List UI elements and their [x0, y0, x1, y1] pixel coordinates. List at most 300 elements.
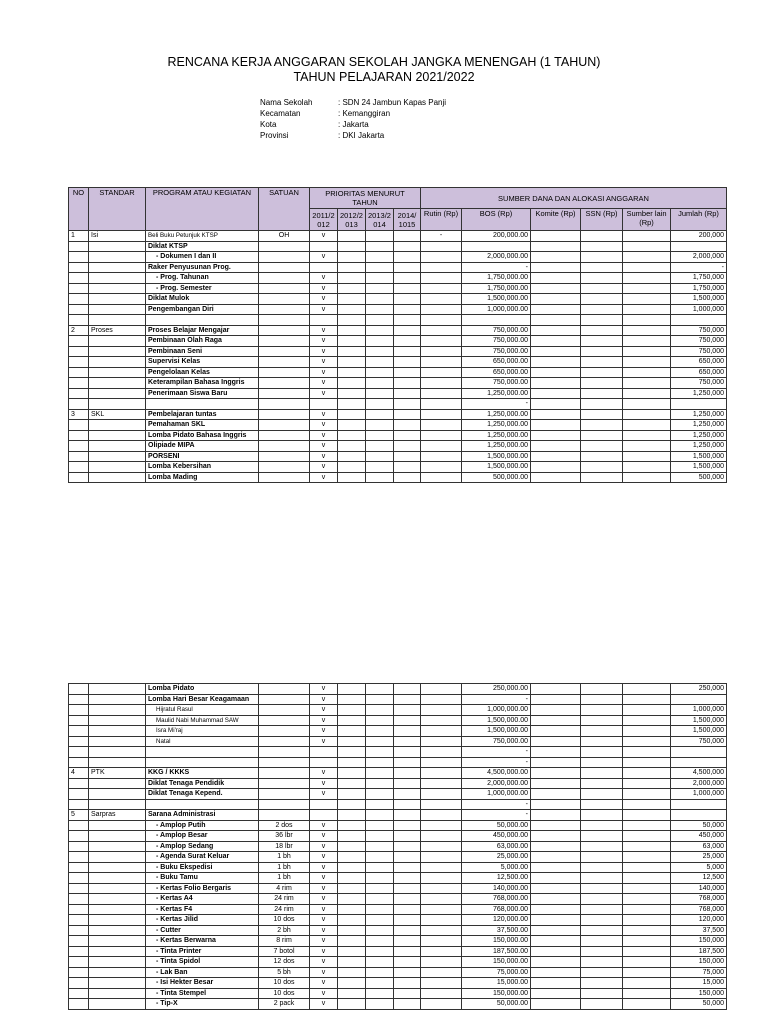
row-jumlah: 500,000 — [671, 472, 727, 483]
row-standar — [89, 294, 146, 305]
row-priority: v — [310, 957, 338, 968]
row-priority — [394, 757, 421, 768]
row-priority — [366, 420, 394, 431]
row-jumlah: 150,000 — [671, 988, 727, 999]
row-priority — [366, 810, 394, 821]
row-program: - Isi Hekter Besar — [146, 978, 259, 989]
table-row — [69, 378, 727, 389]
row-priority — [366, 357, 394, 368]
row-priority — [366, 273, 394, 284]
row-rutin — [421, 705, 462, 716]
row-priority — [366, 378, 394, 389]
row-satuan: 2 pack — [259, 999, 310, 1010]
row-priority — [394, 894, 421, 905]
row-komite — [531, 273, 581, 284]
row-jumlah: 650,000 — [671, 357, 727, 368]
row-priority — [338, 273, 366, 284]
fund-header: Rutin (Rp) — [421, 209, 462, 231]
row-no — [69, 705, 89, 716]
row-jumlah: 1,500,000 — [671, 726, 727, 737]
row-jumlah: 1,250,000 — [671, 430, 727, 441]
row-sumber-lain — [623, 388, 671, 399]
row-komite — [531, 894, 581, 905]
row-priority — [394, 925, 421, 936]
fund-header: Jumlah (Rp) — [671, 209, 727, 231]
row-jumlah: 15,000 — [671, 978, 727, 989]
row-standar — [89, 831, 146, 842]
row-sumber-lain — [623, 810, 671, 821]
row-priority — [310, 747, 338, 758]
row-bos: 1,250,000.00 — [462, 441, 531, 452]
table-row — [69, 462, 727, 473]
row-bos: 250,000.00 — [462, 684, 531, 695]
row-sumber-lain — [623, 820, 671, 831]
row-rutin — [421, 694, 462, 705]
row-ssn — [581, 925, 623, 936]
row-ssn — [581, 757, 623, 768]
row-priority — [338, 325, 366, 336]
row-priority — [394, 262, 421, 273]
row-priority: v — [310, 999, 338, 1010]
row-priority — [394, 999, 421, 1010]
row-priority — [338, 831, 366, 842]
row-jumlah: 75,000 — [671, 967, 727, 978]
row-program: Pembinaan Seni — [146, 346, 259, 357]
row-bos: 768,000.00 — [462, 904, 531, 915]
row-program: Pengelolaan Kelas — [146, 367, 259, 378]
row-standar — [89, 399, 146, 410]
row-priority — [338, 294, 366, 305]
row-ssn — [581, 346, 623, 357]
row-priority — [366, 799, 394, 810]
row-rutin — [421, 294, 462, 305]
row-satuan: OH — [259, 231, 310, 242]
row-priority: v — [310, 925, 338, 936]
row-program: Isra Mi'raj — [146, 726, 259, 737]
row-komite — [531, 462, 581, 473]
row-program: Maulid Nabi Muhammad SAW — [146, 715, 259, 726]
row-bos — [462, 241, 531, 252]
row-standar — [89, 262, 146, 273]
row-priority — [394, 810, 421, 821]
row-priority — [394, 378, 421, 389]
row-sumber-lain — [623, 430, 671, 441]
row-sumber-lain — [623, 999, 671, 1010]
row-rutin — [421, 273, 462, 284]
table-row — [69, 810, 727, 821]
info-value: : Kemanggiran — [338, 109, 391, 118]
row-no: 5 — [69, 810, 89, 821]
row-priority — [338, 388, 366, 399]
row-priority — [338, 357, 366, 368]
row-standar — [89, 936, 146, 947]
row-program: KKG / KKKS — [146, 768, 259, 779]
row-priority: v — [310, 294, 338, 305]
row-no — [69, 831, 89, 842]
table-row — [69, 241, 727, 252]
row-priority — [310, 241, 338, 252]
row-jumlah: 1,000,000 — [671, 789, 727, 800]
row-sumber-lain — [623, 304, 671, 315]
row-ssn — [581, 726, 623, 737]
row-priority — [394, 430, 421, 441]
row-program: Lomba Pidato — [146, 684, 259, 695]
row-no — [69, 904, 89, 915]
row-priority — [366, 999, 394, 1010]
row-program: - Kertas Berwarna — [146, 936, 259, 947]
row-priority: v — [310, 831, 338, 842]
row-ssn — [581, 694, 623, 705]
row-ssn — [581, 789, 623, 800]
row-satuan: 4 rim — [259, 883, 310, 894]
row-ssn — [581, 441, 623, 452]
row-priority — [366, 831, 394, 842]
row-priority — [366, 684, 394, 695]
table-row — [69, 399, 727, 410]
row-no — [69, 241, 89, 252]
row-standar — [89, 346, 146, 357]
row-satuan — [259, 367, 310, 378]
row-komite — [531, 684, 581, 695]
row-priority — [394, 936, 421, 947]
row-sumber-lain — [623, 336, 671, 347]
row-program — [146, 315, 259, 326]
document-subtitle: TAHUN PELAJARAN 2021/2022 — [293, 70, 475, 84]
row-jumlah: 187,500 — [671, 946, 727, 957]
row-rutin — [421, 336, 462, 347]
row-standar — [89, 388, 146, 399]
row-bos: - — [462, 747, 531, 758]
row-priority — [338, 904, 366, 915]
row-priority: v — [310, 367, 338, 378]
row-satuan: 24 rim — [259, 894, 310, 905]
row-ssn — [581, 315, 623, 326]
row-program: Sarana Administrasi — [146, 810, 259, 821]
row-priority: v — [310, 472, 338, 483]
table-row — [69, 967, 727, 978]
row-priority — [338, 252, 366, 263]
row-jumlah: 50,000 — [671, 999, 727, 1010]
info-row — [260, 97, 446, 108]
row-priority: v — [310, 862, 338, 873]
row-priority — [338, 336, 366, 347]
row-sumber-lain — [623, 946, 671, 957]
row-rutin — [421, 883, 462, 894]
row-no — [69, 852, 89, 863]
row-ssn — [581, 988, 623, 999]
row-ssn — [581, 715, 623, 726]
row-satuan — [259, 420, 310, 431]
row-satuan — [259, 451, 310, 462]
row-sumber-lain — [623, 315, 671, 326]
row-no — [69, 472, 89, 483]
row-priority — [338, 883, 366, 894]
row-jumlah — [671, 799, 727, 810]
row-sumber-lain — [623, 757, 671, 768]
row-standar — [89, 315, 146, 326]
row-jumlah: 750,000 — [671, 736, 727, 747]
row-komite — [531, 967, 581, 978]
row-priority — [338, 810, 366, 821]
row-priority — [366, 430, 394, 441]
row-priority: v — [310, 967, 338, 978]
row-jumlah — [671, 399, 727, 410]
row-sumber-lain — [623, 294, 671, 305]
row-priority: v — [310, 873, 338, 884]
table-row — [69, 357, 727, 368]
row-priority — [394, 726, 421, 737]
row-jumlah: 1,000,000 — [671, 705, 727, 716]
row-no — [69, 262, 89, 273]
row-bos: 650,000.00 — [462, 357, 531, 368]
row-komite — [531, 925, 581, 936]
table-row — [69, 367, 727, 378]
year-header: 2011/2012 — [310, 209, 338, 231]
table-row — [69, 315, 727, 326]
row-rutin — [421, 852, 462, 863]
row-sumber-lain — [623, 357, 671, 368]
row-no — [69, 346, 89, 357]
row-jumlah: 63,000 — [671, 841, 727, 852]
row-priority — [338, 862, 366, 873]
row-komite — [531, 831, 581, 842]
row-priority — [338, 799, 366, 810]
row-jumlah: 140,000 — [671, 883, 727, 894]
row-ssn — [581, 283, 623, 294]
row-komite — [531, 820, 581, 831]
row-priority — [394, 367, 421, 378]
row-sumber-lain — [623, 241, 671, 252]
row-no — [69, 747, 89, 758]
row-rutin — [421, 936, 462, 947]
row-program: - Agenda Surat Keluar — [146, 852, 259, 863]
row-priority: v — [310, 778, 338, 789]
row-jumlah: 150,000 — [671, 936, 727, 947]
row-rutin — [421, 726, 462, 737]
row-komite — [531, 799, 581, 810]
row-program: Lomba Mading — [146, 472, 259, 483]
row-satuan — [259, 684, 310, 695]
row-jumlah: 150,000 — [671, 957, 727, 968]
row-rutin — [421, 388, 462, 399]
row-satuan: 24 rim — [259, 904, 310, 915]
row-priority — [366, 736, 394, 747]
table-row — [69, 694, 727, 705]
info-value: : Jakarta — [338, 120, 369, 129]
row-sumber-lain — [623, 705, 671, 716]
row-jumlah: 5,000 — [671, 862, 727, 873]
row-ssn — [581, 978, 623, 989]
row-jumlah: 2,000,000 — [671, 778, 727, 789]
row-komite — [531, 936, 581, 947]
table-row — [69, 768, 727, 779]
row-jumlah: 750,000 — [671, 346, 727, 357]
row-rutin — [421, 799, 462, 810]
table-row — [69, 946, 727, 957]
row-priority — [394, 304, 421, 315]
row-sumber-lain — [623, 420, 671, 431]
row-priority — [366, 841, 394, 852]
row-program: - Prog. Semester — [146, 283, 259, 294]
row-priority: v — [310, 304, 338, 315]
row-ssn — [581, 841, 623, 852]
row-priority — [394, 420, 421, 431]
row-priority — [394, 388, 421, 399]
row-priority — [394, 799, 421, 810]
row-sumber-lain — [623, 925, 671, 936]
year-header: 2014/1015 — [394, 209, 421, 231]
row-priority — [366, 946, 394, 957]
row-sumber-lain — [623, 472, 671, 483]
row-rutin — [421, 262, 462, 273]
row-program: - Dokumen I dan II — [146, 252, 259, 263]
row-priority — [394, 462, 421, 473]
row-priority — [366, 283, 394, 294]
row-satuan: 36 lbr — [259, 831, 310, 842]
row-bos: 1,500,000.00 — [462, 294, 531, 305]
row-program: - Buku Tamu — [146, 873, 259, 884]
row-sumber-lain — [623, 715, 671, 726]
row-program: Penerimaan Siswa Baru — [146, 388, 259, 399]
row-program: - Prog. Tahunan — [146, 273, 259, 284]
row-jumlah: 1,500,000 — [671, 462, 727, 473]
table-row — [69, 789, 727, 800]
row-satuan — [259, 294, 310, 305]
row-ssn — [581, 304, 623, 315]
row-no — [69, 820, 89, 831]
budget-table-bottom — [68, 683, 727, 1010]
row-bos: 450,000.00 — [462, 831, 531, 842]
row-program: Keterampilan Bahasa Inggris — [146, 378, 259, 389]
row-bos: 150,000.00 — [462, 936, 531, 947]
info-value: : DKI Jakarta — [338, 131, 385, 140]
row-komite — [531, 399, 581, 410]
row-priority — [366, 409, 394, 420]
row-sumber-lain — [623, 367, 671, 378]
table-row — [69, 726, 727, 737]
row-ssn — [581, 462, 623, 473]
row-ssn — [581, 388, 623, 399]
row-priority: v — [310, 978, 338, 989]
row-komite — [531, 810, 581, 821]
row-ssn — [581, 852, 623, 863]
row-standar — [89, 967, 146, 978]
row-rutin — [421, 841, 462, 852]
row-bos: - — [462, 757, 531, 768]
row-program: Pembinaan Olah Raga — [146, 336, 259, 347]
row-priority — [394, 357, 421, 368]
row-priority — [338, 430, 366, 441]
row-priority — [366, 768, 394, 779]
row-komite — [531, 946, 581, 957]
row-program: - Tinta Spidol — [146, 957, 259, 968]
row-priority — [338, 957, 366, 968]
row-priority — [394, 315, 421, 326]
row-komite — [531, 852, 581, 863]
table-row — [69, 799, 727, 810]
row-priority: v — [310, 894, 338, 905]
row-standar — [89, 726, 146, 737]
row-bos: 50,000.00 — [462, 999, 531, 1010]
row-bos: 1,250,000.00 — [462, 409, 531, 420]
row-priority — [338, 999, 366, 1010]
row-satuan — [259, 715, 310, 726]
row-program: - Kertas Folio Bergaris — [146, 883, 259, 894]
row-komite — [531, 736, 581, 747]
row-satuan — [259, 430, 310, 441]
row-jumlah: 2,000,000 — [671, 252, 727, 263]
col-no-header: NO — [69, 188, 89, 231]
row-program: Diklat Tenaga Pendidik — [146, 778, 259, 789]
table-row — [69, 283, 727, 294]
row-priority: v — [310, 430, 338, 441]
row-priority — [338, 988, 366, 999]
row-ssn — [581, 252, 623, 263]
row-bos: 5,000.00 — [462, 862, 531, 873]
row-bos: - — [462, 799, 531, 810]
row-komite — [531, 957, 581, 968]
row-no — [69, 757, 89, 768]
row-ssn — [581, 294, 623, 305]
row-priority: v — [310, 936, 338, 947]
row-rutin — [421, 967, 462, 978]
row-komite — [531, 241, 581, 252]
row-no — [69, 420, 89, 431]
row-satuan — [259, 325, 310, 336]
row-sumber-lain — [623, 936, 671, 947]
row-bos: 200,000.00 — [462, 231, 531, 242]
row-ssn — [581, 399, 623, 410]
row-rutin — [421, 810, 462, 821]
row-bos: 50,000.00 — [462, 820, 531, 831]
row-satuan: 10 dos — [259, 978, 310, 989]
row-priority — [366, 346, 394, 357]
row-rutin — [421, 462, 462, 473]
row-jumlah — [671, 694, 727, 705]
fund-header: Sumber lain (Rp) — [623, 209, 671, 231]
row-priority — [366, 873, 394, 884]
row-priority — [366, 462, 394, 473]
document-title: RENCANA KERJA ANGGARAN SEKOLAH JANGKA MENENGAH (1 TAHUN) — [167, 55, 601, 69]
row-rutin — [421, 684, 462, 695]
table-body — [69, 684, 727, 1010]
row-ssn — [581, 451, 623, 462]
table-body — [69, 231, 727, 483]
row-komite — [531, 283, 581, 294]
row-bos: 1,000,000.00 — [462, 705, 531, 716]
row-priority — [394, 862, 421, 873]
info-row — [260, 108, 446, 119]
row-no — [69, 399, 89, 410]
row-ssn — [581, 325, 623, 336]
row-ssn — [581, 946, 623, 957]
row-rutin — [421, 325, 462, 336]
row-komite — [531, 346, 581, 357]
row-priority — [366, 399, 394, 410]
row-priority — [394, 399, 421, 410]
row-priority: v — [310, 378, 338, 389]
row-bos: 140,000.00 — [462, 883, 531, 894]
table-row — [69, 747, 727, 758]
row-bos: 37,500.00 — [462, 925, 531, 936]
row-standar — [89, 283, 146, 294]
row-program — [146, 399, 259, 410]
row-priority — [394, 904, 421, 915]
row-satuan — [259, 726, 310, 737]
row-priority — [338, 852, 366, 863]
row-priority: v — [310, 684, 338, 695]
row-ssn — [581, 936, 623, 947]
